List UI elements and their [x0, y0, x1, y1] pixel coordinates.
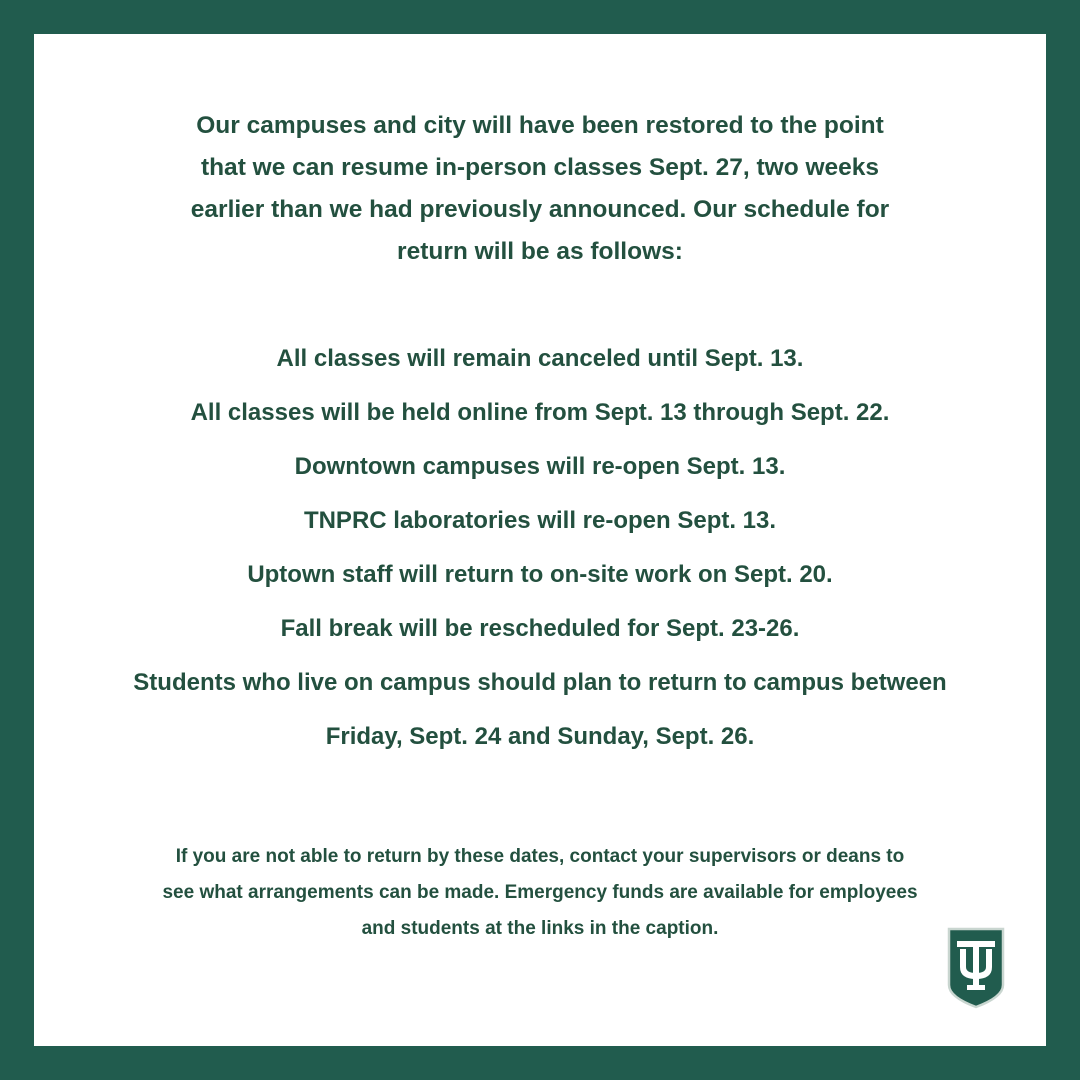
footer-note	[110, 839, 970, 947]
footer-line: see what arrangements can be made. Emergency funds are available for employees	[162, 882, 918, 903]
intro-line: earlier than we had previously announced. Our schedule for	[190, 196, 890, 223]
intro-paragraph	[160, 105, 920, 273]
footer-line: If you are not able to return by these dates, contact your supervisors or deans to	[175, 846, 905, 867]
schedule-item: Fall break will be rescheduled for Sept. 23-26.	[280, 615, 800, 642]
intro-line: that we can resume in-person classes Sept. 27, two weeks	[200, 154, 880, 181]
schedule-item: Uptown staff will return to on-site work on Sept. 20.	[247, 561, 833, 588]
intro-line: return will be as follows:	[397, 238, 683, 265]
intro-line: Our campuses and city will have been restored to the point	[196, 112, 884, 139]
footer-line: and students at the links in the caption.	[361, 918, 719, 939]
schedule-item: All classes will be held online from Sept. 13 through Sept. 22.	[190, 399, 890, 426]
announcement-card	[34, 34, 1046, 1046]
schedule-item: Friday, Sept. 24 and Sunday, Sept. 26.	[325, 723, 755, 750]
schedule-item: Downtown campuses will re-open Sept. 13.	[294, 453, 786, 480]
schedule-list	[34, 332, 1046, 764]
schedule-item: TNPRC laboratories will re-open Sept. 13.	[303, 507, 777, 534]
schedule-item: All classes will remain canceled until Sept. 13.	[276, 345, 804, 372]
schedule-item: Students who live on campus should plan to return to campus between	[133, 669, 947, 696]
tulane-shield-icon	[947, 927, 1005, 1009]
